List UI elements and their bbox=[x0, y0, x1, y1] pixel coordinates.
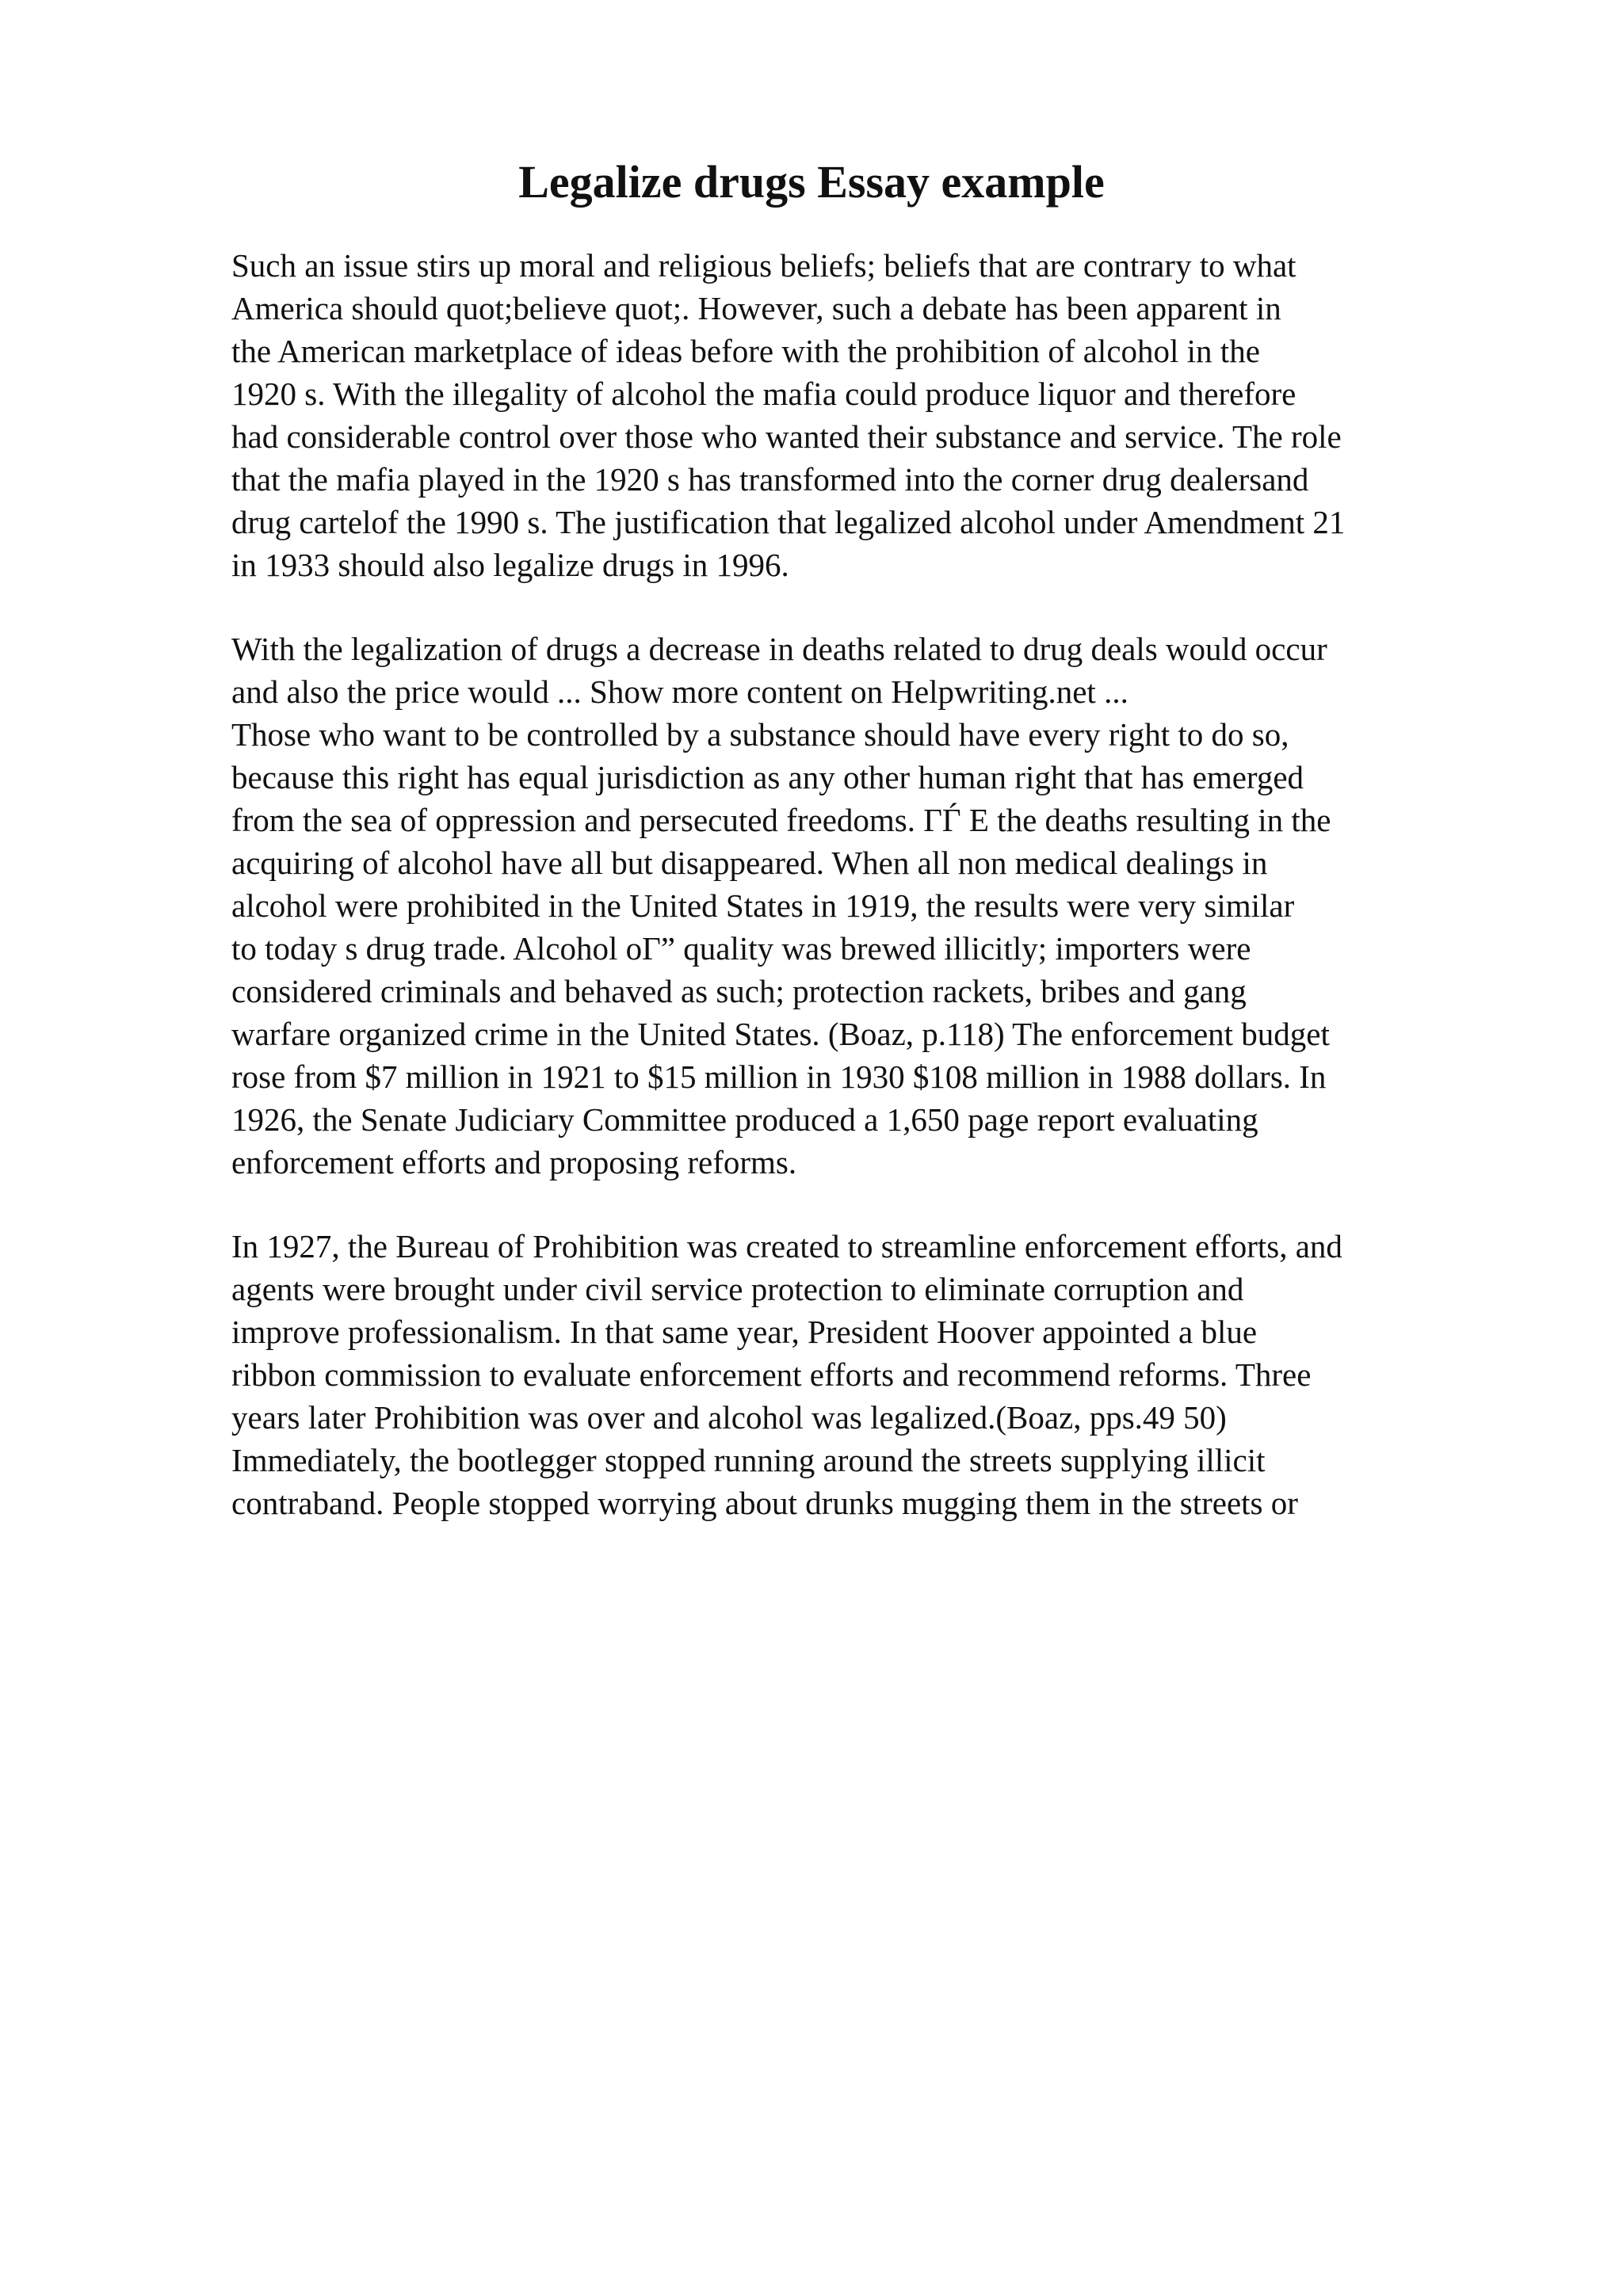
text-line: rose from $7 million in 1921 to $15 million in 1930 $108 million in 1988 dollars. In bbox=[231, 1058, 1327, 1095]
paragraph-1 bbox=[231, 244, 1531, 586]
text-line: With the legalization of drugs a decrease in deaths related to drug deals would occur bbox=[231, 631, 1327, 667]
text-line: Immediately, the bootlegger stopped running around the streets supplying illicit bbox=[231, 1442, 1266, 1478]
text-line: in 1933 should also legalize drugs in 1996. bbox=[231, 547, 789, 583]
text-line: 1920 s. With the illegality of alcohol the mafia could produce liquor and therefore bbox=[231, 376, 1296, 412]
text-line: Those who want to be controlled by a substance should have every right to do so, bbox=[231, 716, 1289, 753]
text-line: drug cartelof the 1990 s. The justification that legalized alcohol under Amendment 21 bbox=[231, 504, 1346, 540]
text-line: considered criminals and behaved as such; protection rackets, bribes and gang bbox=[231, 973, 1247, 1009]
text-line: that the mafia played in the 1920 s has transformed into the corner drug dealersand bbox=[231, 461, 1309, 498]
text-line: Such an issue stirs up moral and religious beliefs; beliefs that are contrary to what bbox=[231, 247, 1296, 284]
text-line: because this right has equal jurisdiction as any other human right that has emerged bbox=[231, 759, 1304, 795]
text-line: agents were brought under civil service protection to eliminate corruption and bbox=[231, 1271, 1244, 1307]
text-line: years later Prohibition was over and alcohol was legalized.(Boaz, pps.49 50) bbox=[231, 1399, 1227, 1436]
text-line: 1926, the Senate Judiciary Committee produced a 1,650 page report evaluating bbox=[231, 1101, 1258, 1138]
text-line: alcohol were prohibited in the United States in 1919, the results were very similar bbox=[231, 887, 1295, 924]
text-line: and also the price would ... Show more content on Helpwriting.net ... bbox=[231, 673, 1128, 710]
text-line: contraband. People stopped worrying about drunks mugging them in the streets or bbox=[231, 1485, 1298, 1521]
paragraph-3 bbox=[231, 1225, 1531, 1524]
paragraph-2 bbox=[231, 627, 1531, 1184]
text-line: improve professionalism. In that same year, President Hoover appointed a blue bbox=[231, 1314, 1258, 1350]
text-line: enforcement efforts and proposing reforms. bbox=[231, 1144, 797, 1180]
text-line: the American marketplace of ideas before with the prohibition of alcohol in the bbox=[231, 333, 1260, 369]
text-line: In 1927, the Bureau of Prohibition was created to streamline enforcement efforts, and bbox=[231, 1228, 1342, 1264]
text-line: warfare organized crime in the United States. (Boaz, p.118) The enforcement budget bbox=[231, 1016, 1330, 1052]
text-line: America should quot;believe quot;. However, such a debate has been apparent in bbox=[231, 290, 1281, 326]
document-title: Legalize drugs Essay example bbox=[518, 156, 1105, 208]
text-line: ribbon commission to evaluate enforcement efforts and recommend reforms. Three bbox=[231, 1356, 1312, 1393]
text-line: acquiring of alcohol have all but disappeared. When all non medical dealings in bbox=[231, 845, 1268, 881]
essay-body bbox=[231, 244, 1531, 1566]
text-line: to today s drug trade. Alcohol оГ” quality was brewed illicitly; importers were bbox=[231, 930, 1251, 967]
text-line: from the sea of oppression and persecuted freedoms. ГЃ E the deaths resulting in the bbox=[231, 802, 1331, 838]
text-line: had considerable control over those who wanted their substance and service. The role bbox=[231, 418, 1342, 455]
